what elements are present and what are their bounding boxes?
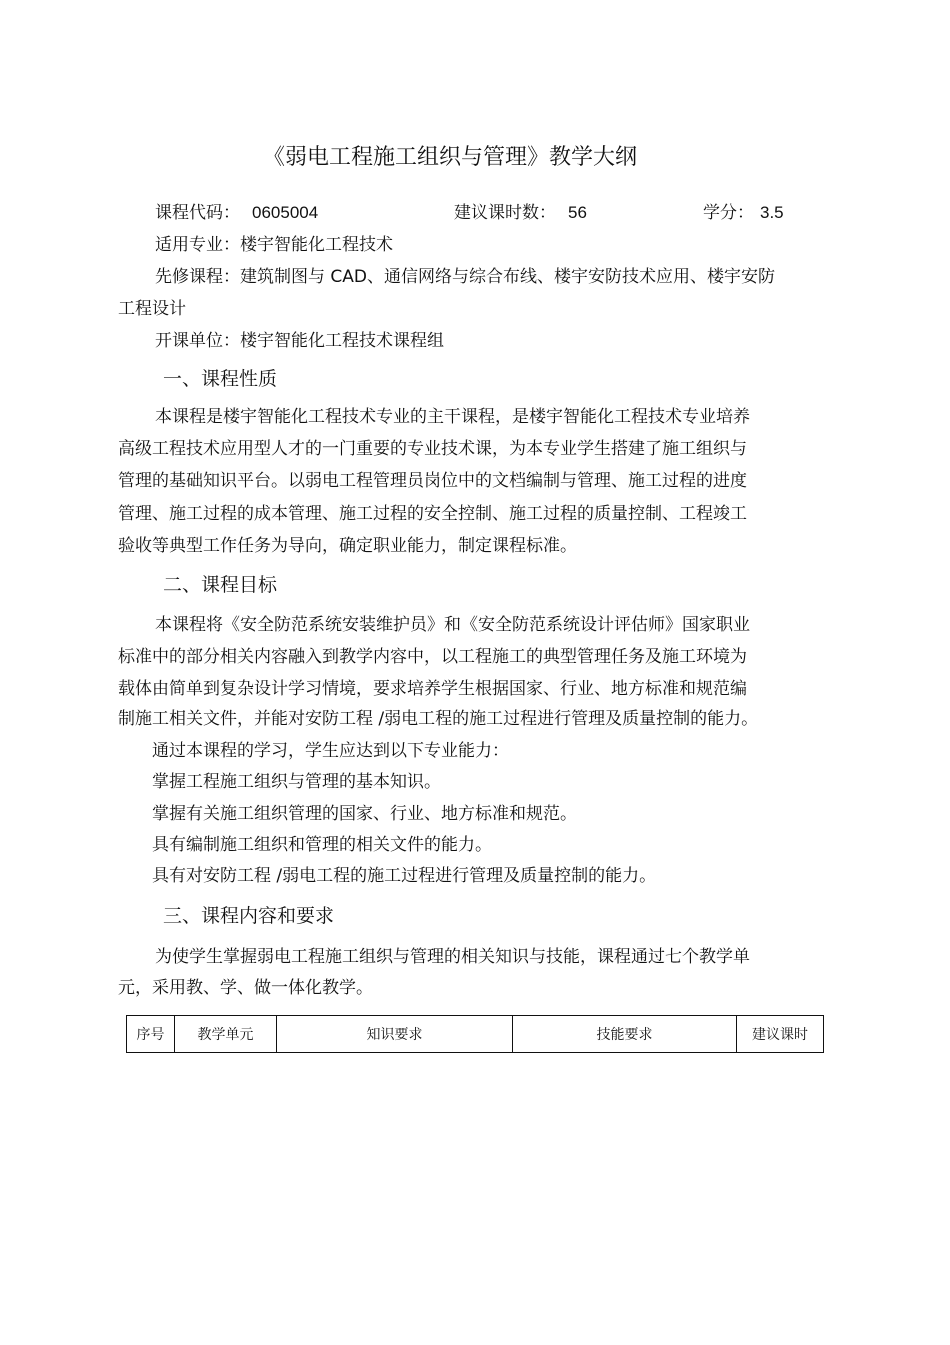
section1-paragraph-line: 管理的基础知识平台。以弱电工程管理员岗位中的文档编制与管理、施工过程的进度 xyxy=(118,471,747,491)
course-credit-label: 学分： xyxy=(703,203,754,223)
section2-paragraph-line: 标准中的部分相关内容融入到教学内容中，以工程施工的典型管理任务及施工环境为 xyxy=(118,647,747,667)
section3-heading: 三、课程内容和要求 xyxy=(163,905,335,927)
prerequisite-courses-line2: 工程设计 xyxy=(118,299,186,319)
section1-paragraph-line: 本课程是楼宇智能化工程技术专业的主干课程，是楼宇智能化工程技术专业培养 xyxy=(155,407,750,427)
course-credit-value: 3.5 xyxy=(760,203,784,222)
teaching-units-table xyxy=(126,1015,824,1053)
section2-paragraph-line: 载体由简单到复杂设计学习情境，要求培养学生根据国家、行业、地方标准和规范编 xyxy=(118,679,747,699)
ability-item: 具有编制施工组织和管理的相关文件的能力。 xyxy=(152,835,492,855)
course-hours-value: 56 xyxy=(568,203,587,222)
section2-heading: 二、课程目标 xyxy=(163,574,278,596)
ability-item: 掌握工程施工组织与管理的基本知识。 xyxy=(152,772,441,792)
section3-paragraph-line: 为使学生掌握弱电工程施工组织与管理的相关知识与技能，课程通过七个教学单 xyxy=(155,947,750,967)
course-hours-label: 建议课时数： xyxy=(454,203,556,223)
section1-paragraph-line: 高级工程技术应用型人才的一门重要的专业技术课，为本专业学生搭建了施工组织与 xyxy=(118,439,747,459)
section1-paragraph-line: 管理、施工过程的成本管理、施工过程的安全控制、施工过程的质量控制、工程竣工 xyxy=(118,504,747,524)
prerequisite-courses-line1: 先修课程：建筑制图与 CAD、通信网络与综合布线、楼宇安防技术应用、楼宇安防 xyxy=(155,267,775,287)
ability-item: 具有对安防工程 /弱电工程的施工过程进行管理及质量控制的能力。 xyxy=(152,866,657,886)
section1-paragraph-line: 验收等典型工作任务为导向，确定职业能力，制定课程标准。 xyxy=(118,536,577,556)
section3-paragraph-line: 元，采用教、学、做一体化教学。 xyxy=(118,978,373,998)
header-knowledge-requirements: 知识要求 xyxy=(277,1016,513,1053)
header-suggested-hours: 建议课时 xyxy=(737,1016,824,1053)
ability-intro: 通过本课程的学习，学生应达到以下专业能力： xyxy=(152,741,509,761)
applicable-major: 适用专业：楼宇智能化工程技术 xyxy=(155,235,393,255)
ability-item: 掌握有关施工组织管理的国家、行业、地方标准和规范。 xyxy=(152,804,577,824)
section1-heading: 一、课程性质 xyxy=(163,368,278,390)
header-teaching-unit: 教学单元 xyxy=(175,1016,277,1053)
header-serial-number: 序号 xyxy=(127,1016,175,1053)
section2-paragraph-line: 制施工相关文件，并能对安防工程 /弱电工程的施工过程进行管理及质量控制的能力。 xyxy=(118,709,759,729)
course-code-value: 0605004 xyxy=(252,203,319,222)
header-skill-requirements: 技能要求 xyxy=(513,1016,737,1053)
table-header-row xyxy=(127,1016,824,1053)
document-title: 《弱电工程施工组织与管理》教学大纲 xyxy=(263,145,638,170)
section2-paragraph-line: 本课程将《安全防范系统安装维护员》和《安全防范系统设计评估师》国家职业 xyxy=(155,615,750,635)
offering-unit: 开课单位：楼宇智能化工程技术课程组 xyxy=(155,331,444,351)
course-code-label: 课程代码： xyxy=(155,203,240,223)
